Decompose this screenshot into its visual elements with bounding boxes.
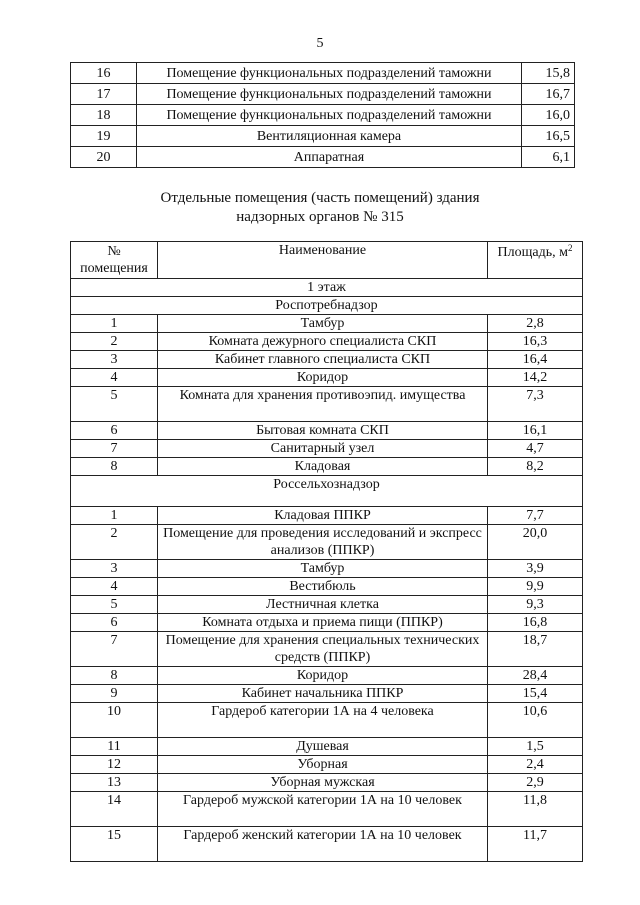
- row-name: Помещение функциональных подразделений таможни: [137, 105, 522, 126]
- table-row: [71, 703, 583, 738]
- table-row: [71, 632, 583, 667]
- table-row: [71, 369, 583, 387]
- row-area: 4,7: [488, 440, 583, 458]
- row-name: Кладовая ППКР: [158, 507, 488, 525]
- row-name: Душевая: [158, 738, 488, 756]
- table-row: [71, 792, 583, 827]
- group1-title: Роспотребнадзор: [71, 297, 583, 315]
- row-number: 18: [71, 105, 137, 126]
- row-area: 11,7: [488, 827, 583, 862]
- row-area: 16,5: [522, 126, 575, 147]
- row-name: Уборная мужская: [158, 774, 488, 792]
- table-caption: [0, 189, 640, 227]
- row-name: Тамбур: [158, 560, 488, 578]
- row-area: 11,8: [488, 792, 583, 827]
- main-rooms-table: [70, 241, 583, 862]
- row-area: 15,4: [488, 685, 583, 703]
- table-row: [71, 63, 575, 84]
- caption-line-1: Отдельные помещения (часть помещений) здания: [160, 190, 480, 206]
- table-row: [71, 560, 583, 578]
- row-area: 28,4: [488, 667, 583, 685]
- row-number: 9: [71, 685, 158, 703]
- row-name: Гардероб мужской категории 1А на 10 человек: [158, 792, 488, 827]
- row-area: 16,3: [488, 333, 583, 351]
- row-number: 16: [71, 63, 137, 84]
- header-area-text: Площадь, м: [497, 245, 568, 260]
- floor-label: 1 этаж: [71, 279, 583, 297]
- header-num-line1: №: [107, 244, 121, 259]
- caption-line-2: надзорных органов № 315: [236, 209, 404, 225]
- table-row: [71, 578, 583, 596]
- top-rooms-table: [70, 62, 575, 168]
- row-number: 1: [71, 507, 158, 525]
- row-area: 16,0: [522, 105, 575, 126]
- table-row: [71, 774, 583, 792]
- row-number: 6: [71, 422, 158, 440]
- row-number: 8: [71, 667, 158, 685]
- row-number: 3: [71, 560, 158, 578]
- group2-title: Россельхознадзор: [71, 476, 583, 507]
- row-number: 14: [71, 792, 158, 827]
- header-area: [488, 242, 583, 279]
- table-row: [71, 387, 583, 422]
- table-row: [71, 126, 575, 147]
- row-number: 12: [71, 756, 158, 774]
- row-number: 7: [71, 440, 158, 458]
- row-name: Помещение для проведения исследований и экспресс анализов (ППКР): [158, 525, 488, 560]
- row-name: Бытовая комната СКП: [158, 422, 488, 440]
- row-number: 13: [71, 774, 158, 792]
- row-name: Санитарный узел: [158, 440, 488, 458]
- page-number: 5: [316, 36, 324, 51]
- row-number: 7: [71, 632, 158, 667]
- row-name: Кабинет начальника ППКР: [158, 685, 488, 703]
- row-number: 1: [71, 315, 158, 333]
- row-area: 14,2: [488, 369, 583, 387]
- table-row: [71, 422, 583, 440]
- row-name: Вентиляционная камера: [137, 126, 522, 147]
- row-name: Аппаратная: [137, 147, 522, 168]
- row-area: 6,1: [522, 147, 575, 168]
- header-area-sup: 2: [567, 243, 573, 253]
- table-row: [71, 315, 583, 333]
- table-row: [71, 333, 583, 351]
- row-name: Помещение для хранения специальных технических средств (ППКР): [158, 632, 488, 667]
- row-number: 6: [71, 614, 158, 632]
- row-number: 2: [71, 525, 158, 560]
- table-row: [71, 351, 583, 369]
- row-number: 11: [71, 738, 158, 756]
- row-name: Вестибюль: [158, 578, 488, 596]
- row-name: Комната для хранения противоэпид. имущества: [158, 387, 488, 422]
- row-name: Гардероб категории 1А на 4 человека: [158, 703, 488, 738]
- row-name: Комната дежурного специалиста СКП: [158, 333, 488, 351]
- row-area: 3,9: [488, 560, 583, 578]
- row-area: 2,9: [488, 774, 583, 792]
- group-title-row: [71, 476, 583, 507]
- row-area: 16,7: [522, 84, 575, 105]
- group-title-row: [71, 297, 583, 315]
- row-area: 16,4: [488, 351, 583, 369]
- row-number: 8: [71, 458, 158, 476]
- table-row: [71, 440, 583, 458]
- row-area: 9,9: [488, 578, 583, 596]
- table-row: [71, 685, 583, 703]
- table-row: [71, 667, 583, 685]
- row-name: Лестничная клетка: [158, 596, 488, 614]
- row-area: 8,2: [488, 458, 583, 476]
- row-number: 17: [71, 84, 137, 105]
- row-name: Тамбур: [158, 315, 488, 333]
- row-number: 15: [71, 827, 158, 862]
- row-area: 16,1: [488, 422, 583, 440]
- table-header-row: [71, 242, 583, 279]
- row-name: Кабинет главного специалиста СКП: [158, 351, 488, 369]
- row-area: 10,6: [488, 703, 583, 738]
- row-name: Коридор: [158, 667, 488, 685]
- row-area: 7,7: [488, 507, 583, 525]
- table-row: [71, 738, 583, 756]
- row-area: 2,4: [488, 756, 583, 774]
- row-name: Помещение функциональных подразделений таможни: [137, 63, 522, 84]
- table-row: [71, 507, 583, 525]
- row-name: Коридор: [158, 369, 488, 387]
- row-number: 5: [71, 387, 158, 422]
- row-name: Кладовая: [158, 458, 488, 476]
- header-name: Наименование: [158, 242, 488, 279]
- row-name: Уборная: [158, 756, 488, 774]
- row-area: 20,0: [488, 525, 583, 560]
- row-number: 2: [71, 333, 158, 351]
- floor-row: [71, 279, 583, 297]
- row-number: 5: [71, 596, 158, 614]
- table-row: [71, 147, 575, 168]
- row-name: Помещение функциональных подразделений таможни: [137, 84, 522, 105]
- row-area: 2,8: [488, 315, 583, 333]
- row-name: Гардероб женский категории 1А на 10 человек: [158, 827, 488, 862]
- row-number: 3: [71, 351, 158, 369]
- row-area: 9,3: [488, 596, 583, 614]
- header-num: [71, 242, 158, 279]
- table-row: [71, 827, 583, 862]
- row-area: 1,5: [488, 738, 583, 756]
- table-row: [71, 614, 583, 632]
- table-row: [71, 458, 583, 476]
- row-area: 7,3: [488, 387, 583, 422]
- row-area: 16,8: [488, 614, 583, 632]
- row-number: 19: [71, 126, 137, 147]
- row-name: Комната отдыха и приема пищи (ППКР): [158, 614, 488, 632]
- header-num-line2: помещения: [80, 261, 148, 276]
- table-row: [71, 525, 583, 560]
- table-row: [71, 756, 583, 774]
- row-number: 20: [71, 147, 137, 168]
- table-row: [71, 84, 575, 105]
- row-area: 15,8: [522, 63, 575, 84]
- row-number: 10: [71, 703, 158, 738]
- row-number: 4: [71, 578, 158, 596]
- row-area: 18,7: [488, 632, 583, 667]
- table-row: [71, 596, 583, 614]
- row-number: 4: [71, 369, 158, 387]
- table-row: [71, 105, 575, 126]
